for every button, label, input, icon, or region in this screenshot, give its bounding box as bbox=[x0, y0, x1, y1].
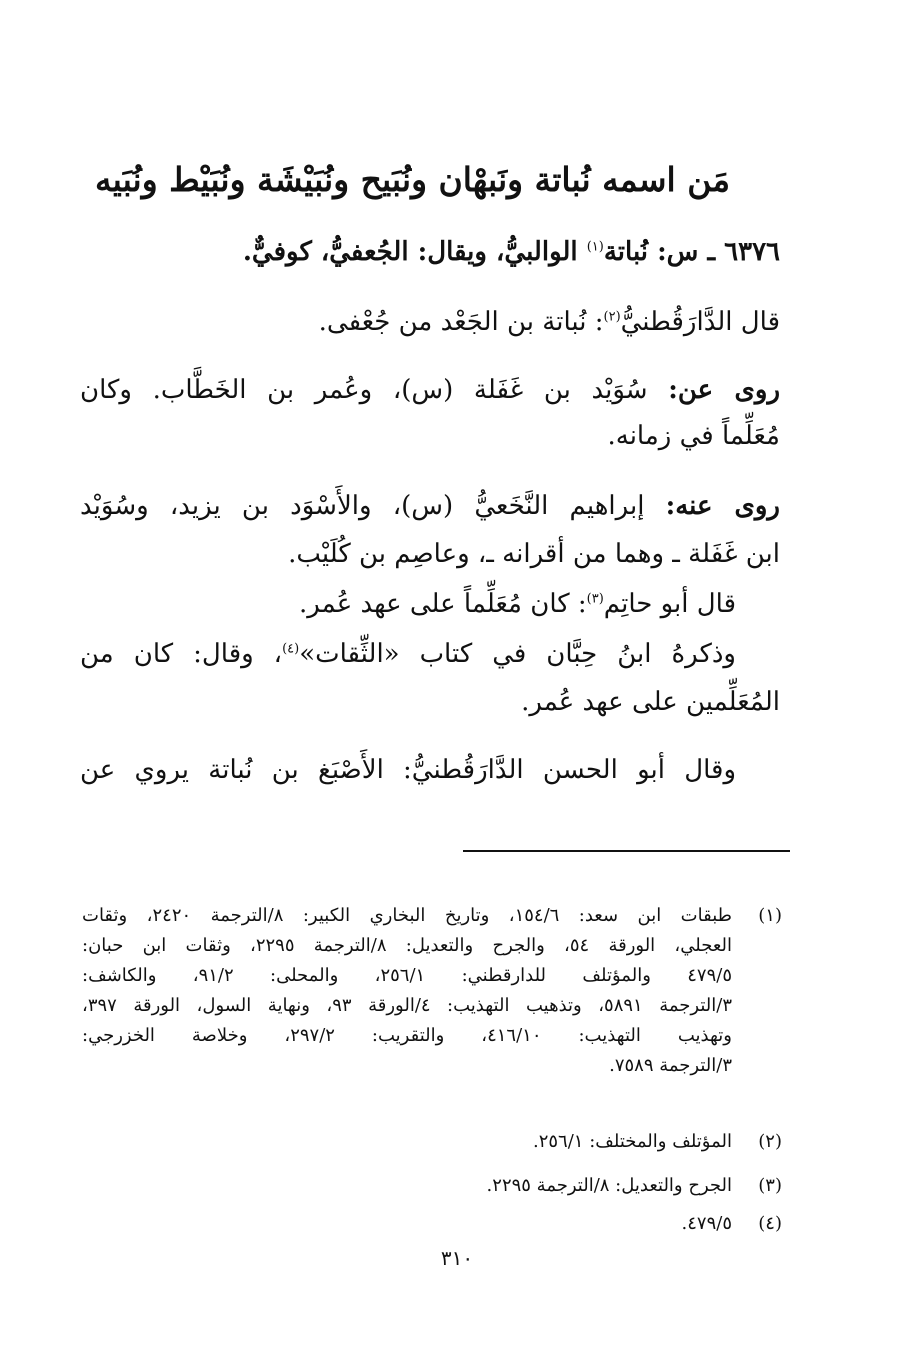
section-heading: مَن اسمه نُباتة ونَبهْان ونُبَيح ونُبَيْشَة ونُبَيْط ونُبَيه bbox=[94, 160, 730, 199]
entry-header-rest: الوالبيُّ، ويقال: الجُعفيُّ، كوفيٌّ. bbox=[242, 237, 587, 267]
rawa-an-text-1: سُوَيْد بن غَفَلة (س)، وعُمر بن الخَطَّاب. وكان bbox=[80, 375, 669, 405]
rawa-anhu-label: روى عنه: bbox=[665, 491, 780, 521]
footnote-line: ٤٧٩/٥ والمؤتلف للدارقطني: ٢٥٦/١، والمحلى: ٩١/٢، والكاشف: bbox=[82, 965, 733, 986]
daraqutni-text-a: قال الدَّارَقُطنيُّ bbox=[620, 307, 780, 337]
footnote-line: ٣/الترجمة ٥٨٩١، وتذهيب التهذيب: ٤/الورقة ٩٣، ونهاية السول، الورقة ٣٩٧، bbox=[82, 995, 732, 1016]
footnote-ref-4[interactable]: (٤) bbox=[282, 641, 300, 657]
footnote-number: (١) bbox=[758, 905, 782, 926]
footnote-2 bbox=[82, 1130, 782, 1156]
footnote-line: وتهذيب التهذيب: ٤١٦/١٠، والتقريب: ٢٩٧/٢، وخلاصة الخزرجي: bbox=[82, 1025, 732, 1046]
footnote-ref-2[interactable]: (٢) bbox=[603, 309, 621, 325]
footnote-line: المؤتلف والمختلف: ٢٥٦/١. bbox=[532, 1131, 732, 1152]
abu-hatim-line bbox=[80, 588, 780, 622]
footnote-1 bbox=[82, 904, 782, 1076]
entry-header-line bbox=[80, 236, 780, 270]
footnote-line: الجرح والتعديل: ٨/الترجمة ٢٢٩٥. bbox=[486, 1175, 732, 1196]
rawa-an-line-1 bbox=[80, 374, 780, 408]
ibn-hibban-text-b: ، وقال: كان من bbox=[80, 639, 283, 669]
daraqutni-line bbox=[80, 306, 780, 340]
rawa-anhu-line-2: ابن غَفَلة ـ وهما من أقرانه ـ، وعاصِم بن كُلَيْب. bbox=[288, 539, 780, 569]
footnote-line: ٤٧٩/٥. bbox=[681, 1213, 732, 1234]
footnote-4 bbox=[82, 1212, 782, 1238]
page-number: ٣١٠ bbox=[440, 1246, 474, 1270]
footnote-number: (٢) bbox=[758, 1131, 782, 1152]
footnote-line: العجلي، الورقة ٥٤، والجرح والتعديل: ٨/الترجمة ٢٢٩٥، وثقات ابن حبان: bbox=[82, 935, 732, 956]
ibn-hibban-line-2: المُعَلِّمين على عهد عُمر. bbox=[521, 687, 780, 717]
rawa-anhu-line-1 bbox=[80, 490, 780, 524]
footnote-number: (٣) bbox=[758, 1175, 782, 1196]
footnote-ref-1[interactable]: (١) bbox=[586, 239, 604, 255]
daraqutni-text-b: : نُباتة بن الجَعْد من جُعْفى. bbox=[318, 307, 604, 337]
footnote-ref-3[interactable]: (٣) bbox=[586, 591, 604, 607]
rawa-anhu-text-1: إبراهيم النَّخَعيُّ (س)، والأَسْوَد بن يزيد، وسُوَيْد bbox=[80, 491, 666, 521]
abu-hatim-text-a: قال أبو حاتِم bbox=[603, 589, 736, 619]
rawa-an-line-2: مُعَلِّماً في زمانه. bbox=[607, 421, 780, 451]
ibn-hibban-line-1 bbox=[80, 638, 780, 672]
abu-hasan-line: وقال أبو الحسن الدَّارَقُطنيُّ: الأَصْبَغ بن نُباتة يروي عن bbox=[80, 755, 736, 785]
abu-hatim-text-b: : كان مُعَلِّماً على عهد عُمر. bbox=[299, 589, 587, 619]
footnote-separator bbox=[463, 850, 790, 852]
rawa-an-label: روى عن: bbox=[668, 375, 780, 405]
footnote-3 bbox=[82, 1174, 782, 1200]
footnote-line: طبقات ابن سعد: ١٥٤/٦، وتاريخ البخاري الكبير: ٨/الترجمة ٢٤٢٠، وثقات bbox=[82, 905, 732, 926]
ibn-hibban-text-a: وذكرهُ ابنُ حِبَّان في كتاب «الثِّقات» bbox=[299, 639, 736, 669]
footnote-line: ٣/الترجمة ٧٥٨٩. bbox=[609, 1055, 732, 1076]
footnote-number: (٤) bbox=[758, 1213, 782, 1234]
entry-number: ٦٣٧٦ ـ س: نُباتة bbox=[603, 237, 780, 267]
